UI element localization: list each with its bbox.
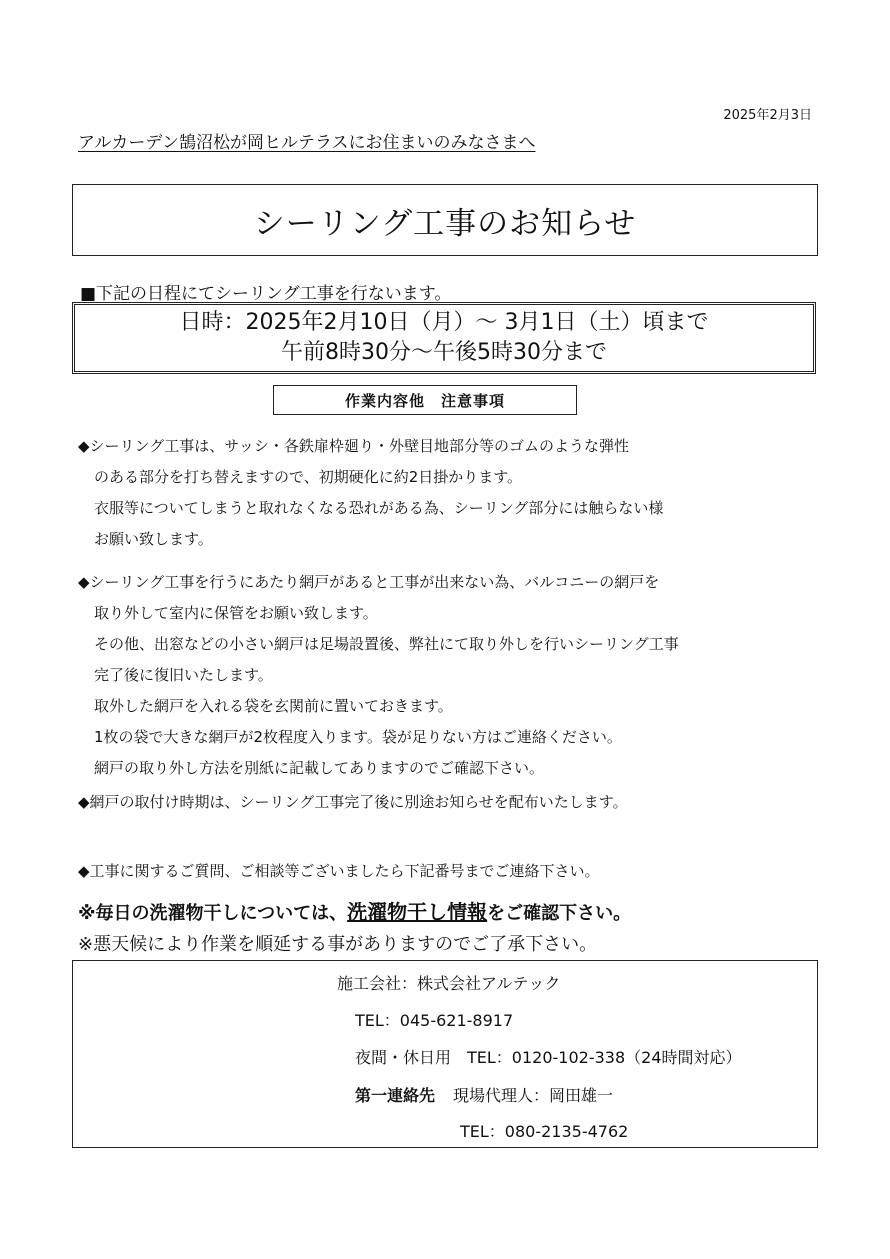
document-date: 2025年2月3日 <box>723 108 812 123</box>
note-line: ◆工事に関するご質問、ご相談等ございましたら下記番号までご連絡下さい。 <box>78 862 600 880</box>
note-line: のある部分を打ち替えますので、初期硬化に約2日掛かります。 <box>94 468 523 486</box>
page-title: シーリング工事のお知らせ <box>253 205 637 242</box>
primary-contact-label: 第一連絡先 <box>355 1086 436 1105</box>
title-box <box>72 184 818 256</box>
schedule-dates: 日時：2025年2月10日（月）～ 3月1日（土）頃まで <box>179 310 709 335</box>
note-inquiries <box>78 856 600 887</box>
primary-contact <box>355 1083 613 1106</box>
schedule-box <box>72 302 816 374</box>
site-agent-tel: TEL：080-2135-4762 <box>460 1122 629 1141</box>
note-line: 1枚の袋で大きな網戸が2枚程度入ります。袋が足りない方はご連絡ください。 <box>94 728 622 746</box>
contact-box <box>72 960 818 1148</box>
laundry-info-link[interactable]: 洗濯物干し情報 <box>347 900 488 924</box>
weather-notice: ※悪天候により作業を順延する事がありますのでご了承下さい。 <box>78 934 598 955</box>
note-screens <box>78 567 679 784</box>
schedule-hours: 午前8時30分～午後5時30分まで <box>281 340 607 365</box>
contractor-name: 施工会社：株式会社アルテック <box>337 974 561 993</box>
laundry-prefix: ※毎日の洗濯物干しについては、 <box>78 903 348 924</box>
note-line: ◆シーリング工事を行うにあたり網戸があると工事が出来ない為、バルコニーの網戸を <box>78 573 660 591</box>
note-line: その他、出窓などの小さい網戸は足場設置後、弊社にて取り外しを行いシーリング工事 <box>94 635 679 653</box>
note-line: 衣服等についてしまうと取れなくなる恐れがある為、シーリング部分には触らない様 <box>94 499 664 517</box>
notes-heading-box <box>273 385 577 415</box>
note-sealing <box>78 431 663 555</box>
addressee: アルカーデン鵠沼松が岡ヒルテラスにお住まいのみなさまへ <box>78 133 536 153</box>
note-line: ◆シーリング工事は、サッシ・各鉄扉枠廻り・外壁目地部分等のゴムのような弾性 <box>78 437 629 455</box>
notes-heading: 作業内容他 注意事項 <box>344 391 505 410</box>
intro-text: ■下記の日程にてシーリング工事を行ないます。 <box>80 284 452 304</box>
note-line: 完了後に復旧いたします。 <box>94 666 273 684</box>
note-line: お願い致します。 <box>94 530 213 548</box>
note-line: 網戸の取り外し方法を別紙に記載してありますのでご確認下さい。 <box>94 759 545 777</box>
note-line: 取外した網戸を入れる袋を玄関前に置いておきます。 <box>94 697 453 715</box>
laundry-notice <box>78 896 631 925</box>
contractor-tel: TEL：045-621-8917 <box>355 1011 514 1030</box>
note-screen-install <box>78 787 628 818</box>
laundry-suffix: をご確認下さい。 <box>487 903 632 924</box>
night-holiday-tel: 夜間・休日用 TEL：0120-102-338（24時間対応） <box>355 1048 742 1067</box>
note-line: ◆網戸の取付け時期は、シーリング工事完了後に別途お知らせを配布いたします。 <box>78 793 628 811</box>
note-line: 取り外して室内に保管をお願い致します。 <box>94 604 378 622</box>
site-agent: 現場代理人：岡田雄一 <box>453 1086 614 1105</box>
